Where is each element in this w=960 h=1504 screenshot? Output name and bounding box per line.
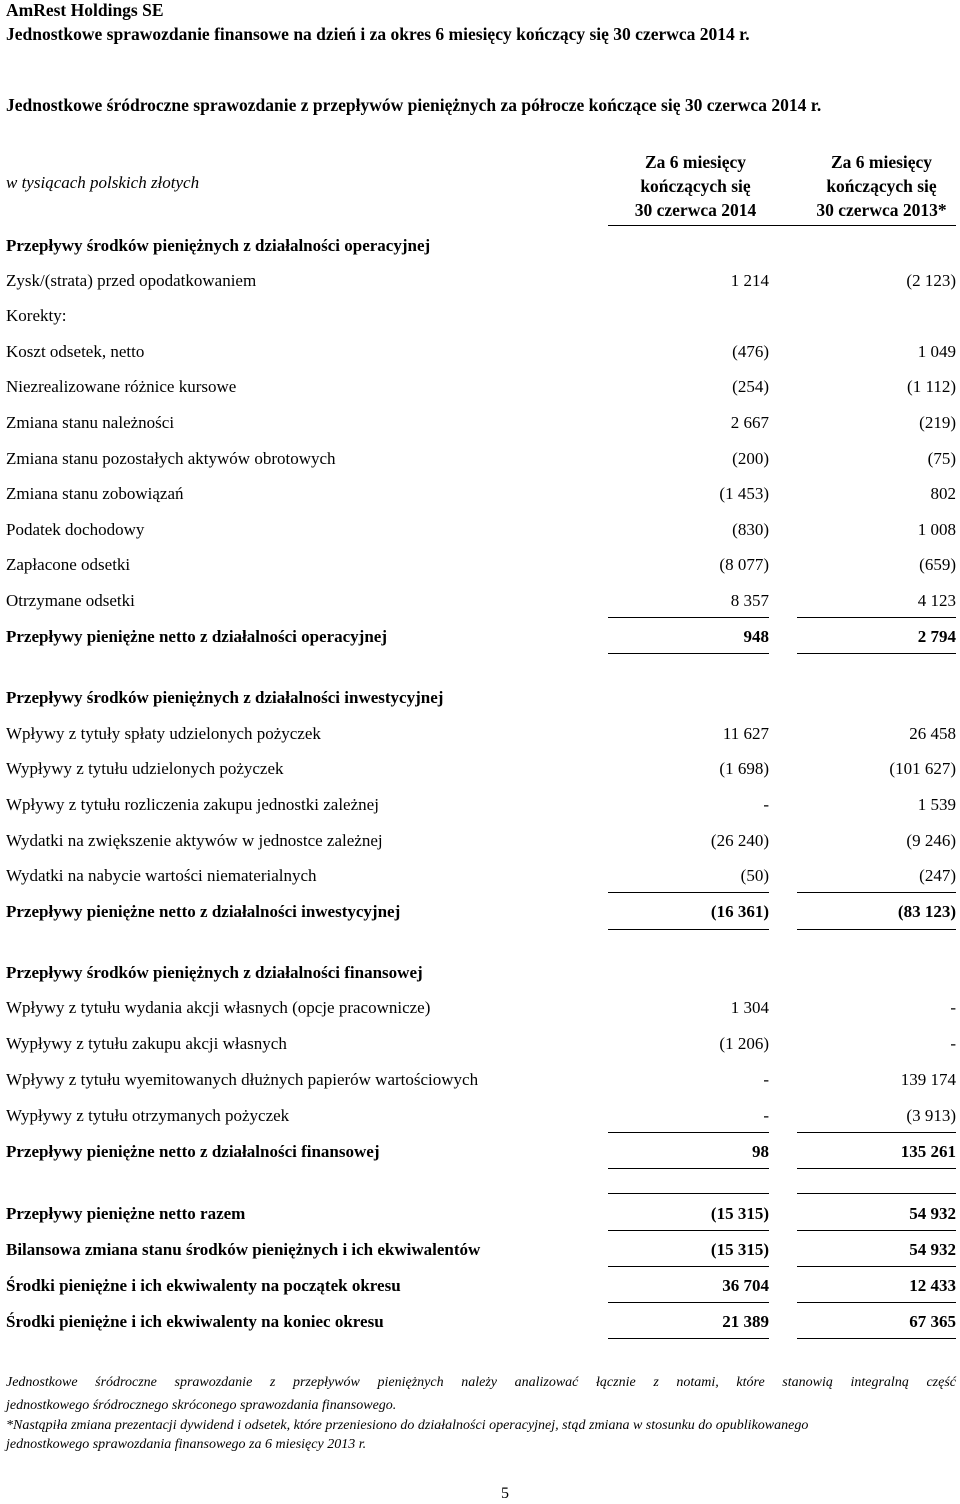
table-row (6, 269, 956, 293)
row-value-2014: 98 (752, 1142, 769, 1161)
column-header-line: 30 czerwca 2014 (634, 200, 757, 220)
total-row-investing (6, 900, 956, 924)
header-rule (608, 225, 956, 226)
row-label: Wpływy z tytuły spłaty udzielonych pożyczek (6, 724, 321, 743)
footnote-line: Jednostkowe śródroczne sprawozdanie z przepływów pieniężnych należy analizować łącznie z notami, które stanowią integralną część (6, 1375, 956, 1390)
company-name: AmRest Holdings SE (6, 0, 164, 20)
row-value-2013: - (950, 998, 956, 1017)
row-value-2014: - (763, 795, 769, 814)
total-rule (797, 617, 956, 618)
summary-row (6, 1274, 956, 1298)
total-rule (797, 1230, 956, 1231)
total-rule (797, 653, 956, 654)
report-title: Jednostkowe sprawozdanie finansowe na dzień i za okres 6 miesięcy kończący się 30 czerwca 2014 r. (6, 24, 750, 44)
row-value-2014: (254) (732, 377, 769, 396)
row-label: Zysk/(strata) przed opodatkowaniem (6, 271, 257, 290)
row-value-2014: - (763, 1070, 769, 1089)
table-row (6, 589, 956, 613)
column-header-line: Za 6 miesięcy (830, 152, 933, 172)
row-value-2014: 21 389 (722, 1312, 769, 1331)
row-value-2013: (9 246) (906, 831, 956, 850)
total-rule (608, 653, 769, 654)
column-header-2014 (608, 150, 783, 222)
row-value-2014: 1 304 (730, 998, 769, 1017)
row-label: Przepływy pieniężne netto razem (6, 1204, 246, 1223)
row-label: Wypływy z tytułu udzielonych pożyczek (6, 759, 284, 778)
total-rule (797, 1132, 956, 1133)
total-rule (608, 1338, 769, 1339)
section-title-label: Przepływy środków pieniężnych z działalności inwestycyjnej (6, 688, 444, 707)
row-label: Korekty: (6, 306, 67, 325)
table-row (6, 1032, 956, 1056)
row-label: Wydatki na nabycie wartości niematerialnych (6, 866, 317, 885)
row-label: Wypływy z tytułu otrzymanych pożyczek (6, 1106, 290, 1125)
total-rule (608, 1266, 769, 1267)
row-value-2014: 2 667 (730, 413, 769, 432)
total-rule (608, 929, 769, 930)
total-rule (797, 1168, 956, 1169)
row-value-2013: 135 261 (900, 1142, 956, 1161)
row-value-2014: (50) (740, 866, 769, 885)
row-label: Wpływy z tytułu wydania akcji własnych (opcje pracownicze) (6, 998, 431, 1017)
row-value-2013: (75) (927, 449, 956, 468)
row-value-2013: 67 365 (909, 1312, 956, 1331)
column-header-line: Za 6 miesięcy (644, 152, 747, 172)
row-label: Zapłacone odsetki (6, 555, 131, 574)
row-label: Otrzymane odsetki (6, 591, 135, 610)
column-header-line: 30 czerwca 2013* (816, 200, 947, 220)
row-value-2013: 139 174 (900, 1070, 956, 1089)
table-row (6, 411, 956, 435)
row-label: Przepływy pieniężne netto z działalności finansowej (6, 1142, 380, 1161)
table-row (6, 829, 956, 853)
total-rule (797, 1338, 956, 1339)
row-value-2013: 54 932 (909, 1204, 956, 1223)
row-value-2013: (2 123) (906, 271, 956, 290)
total-rule (797, 1302, 956, 1303)
row-label: Bilansowa zmiana stanu środków pieniężnych i ich ekwiwalentów (6, 1240, 481, 1259)
total-row-financing (6, 1140, 956, 1164)
row-label: Zmiana stanu pozostałych aktywów obrotowych (6, 449, 336, 468)
column-header-2013 (794, 150, 960, 222)
unit-label: w tysiącach polskich złotych (6, 173, 200, 192)
footnote-line: jednostkowego śródrocznego skróconego sprawozdania finansowego. (6, 1398, 397, 1413)
row-value-2013: (83 123) (897, 902, 956, 921)
table-row (6, 1104, 956, 1128)
row-value-2014: (200) (732, 449, 769, 468)
row-label: Środki pieniężne i ich ekwiwalenty na początek okresu (6, 1276, 401, 1295)
section-title-operating (6, 234, 956, 258)
row-label: Środki pieniężne i ich ekwiwalenty na koniec okresu (6, 1312, 384, 1331)
summary-row (6, 1202, 956, 1226)
table-row (6, 304, 956, 328)
row-value-2014: (15 315) (710, 1204, 769, 1223)
row-label: Zmiana stanu należności (6, 413, 175, 432)
total-rule (608, 1230, 769, 1231)
total-rule (797, 1266, 956, 1267)
row-label: Niezrealizowane różnice kursowe (6, 377, 237, 396)
table-row (6, 447, 956, 471)
section-title-label: Przepływy środków pieniężnych z działalności finansowej (6, 963, 423, 982)
row-value-2013: 1 539 (917, 795, 956, 814)
column-header-line: kończących się (640, 176, 751, 196)
table-row (6, 864, 956, 888)
row-value-2014: 11 627 (722, 724, 769, 743)
total-rule (608, 1132, 769, 1133)
total-rule (797, 929, 956, 930)
statement-title: Jednostkowe śródroczne sprawozdanie z przepływów pieniężnych za półrocze kończące się 30 czerwca 2014 r. (6, 95, 822, 115)
row-value-2014: (1 698) (719, 759, 769, 778)
row-label: Przepływy pieniężne netto z działalności inwestycyjnej (6, 902, 401, 921)
row-value-2013: (1 112) (907, 377, 956, 396)
row-value-2013: (219) (919, 413, 956, 432)
row-value-2013: - (950, 1034, 956, 1053)
row-value-2013: 1 008 (917, 520, 956, 539)
row-value-2013: (659) (919, 555, 956, 574)
table-row (6, 340, 956, 364)
row-value-2013: (247) (919, 866, 956, 885)
section-title-investing (6, 686, 956, 710)
row-value-2013: 12 433 (909, 1276, 956, 1295)
table-row (6, 375, 956, 399)
table-row (6, 757, 956, 781)
row-value-2013: 2 794 (917, 627, 956, 646)
row-value-2014: (1 206) (719, 1034, 769, 1053)
row-label: Wpływy z tytułu rozliczenia zakupu jednostki zależnej (6, 795, 379, 814)
table-row (6, 1068, 956, 1092)
row-value-2014: 8 357 (730, 591, 769, 610)
total-rule (608, 1302, 769, 1303)
row-label: Wpływy z tytułu wyemitowanych dłużnych papierów wartościowych (6, 1070, 479, 1089)
row-value-2013: (101 627) (889, 759, 956, 778)
row-value-2014: 948 (743, 627, 769, 646)
row-label: Wypływy z tytułu zakupu akcji własnych (6, 1034, 287, 1053)
row-label: Zmiana stanu zobowiązań (6, 484, 184, 503)
table-row (6, 482, 956, 506)
row-value-2013: 1 049 (917, 342, 956, 361)
total-rule (608, 1168, 769, 1169)
table-row (6, 996, 956, 1020)
footnote-line: *Nastąpiła zmiana prezentacji dywidend i odsetek, które przeniesiono do działalności operacyjnej, stąd zmiana w stosunku do opublikowanego (6, 1418, 809, 1433)
footnote-line: jednostkowego sprawozdania finansowego za 6 miesięcy 2013 r. (6, 1437, 367, 1452)
row-value-2013: 26 458 (909, 724, 956, 743)
row-value-2014: (26 240) (710, 831, 769, 850)
row-value-2014: (16 361) (710, 902, 769, 921)
row-value-2013: 802 (930, 484, 956, 503)
row-label: Przepływy pieniężne netto z działalności operacyjnej (6, 627, 388, 646)
table-row (6, 553, 956, 577)
table-row (6, 518, 956, 542)
total-rule (608, 617, 769, 618)
row-value-2013: 54 932 (909, 1240, 956, 1259)
row-label: Podatek dochodowy (6, 520, 145, 539)
summary-row (6, 1310, 956, 1334)
row-value-2013: (3 913) (906, 1106, 956, 1125)
column-header-line: kończących się (826, 176, 937, 196)
section-title-label: Przepływy środków pieniężnych z działalności operacyjnej (6, 236, 431, 255)
row-value-2014: 36 704 (722, 1276, 769, 1295)
row-value-2014: (1 453) (719, 484, 769, 503)
total-row-operating (6, 625, 956, 649)
page-number: 5 (501, 1485, 509, 1502)
row-value-2014: 1 214 (730, 271, 769, 290)
row-value-2014: (15 315) (710, 1240, 769, 1259)
table-row (6, 722, 956, 746)
row-label: Koszt odsetek, netto (6, 342, 145, 361)
total-rule (608, 892, 769, 893)
table-row (6, 793, 956, 817)
total-rule (608, 1193, 769, 1194)
row-value-2014: - (763, 1106, 769, 1125)
total-rule (797, 892, 956, 893)
row-value-2014: (476) (732, 342, 769, 361)
row-value-2014: (830) (732, 520, 769, 539)
total-rule (797, 1193, 956, 1194)
row-label: Wydatki na zwiększenie aktywów w jednostce zależnej (6, 831, 383, 850)
section-title-financing (6, 961, 956, 985)
row-value-2013: 4 123 (917, 591, 956, 610)
row-value-2014: (8 077) (719, 555, 769, 574)
summary-row (6, 1238, 956, 1262)
